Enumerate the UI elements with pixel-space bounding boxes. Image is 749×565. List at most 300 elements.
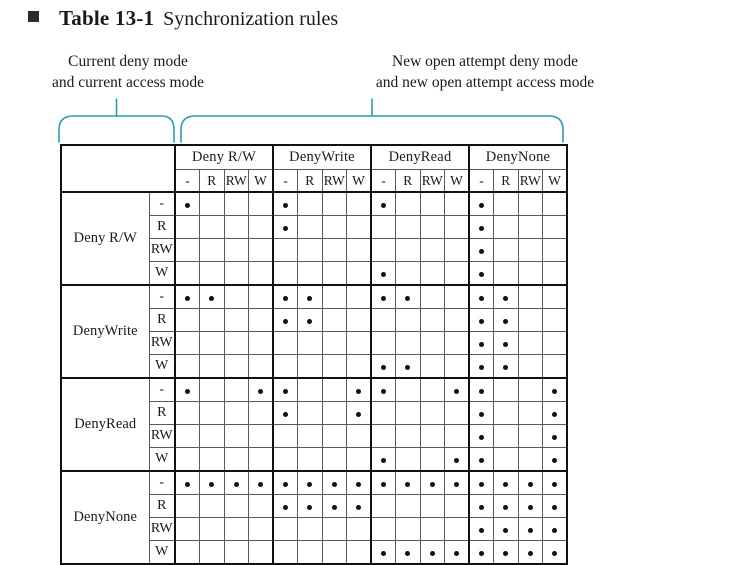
empty-cell <box>543 239 568 262</box>
allowed-dot-cell <box>494 495 519 518</box>
no-dot <box>185 249 190 254</box>
no-dot <box>209 458 214 463</box>
row-block-label-1: DenyWrite <box>61 285 149 378</box>
allowed-dot-cell <box>273 216 298 239</box>
row-access-mode-0-3: W <box>149 262 175 286</box>
no-dot <box>503 458 508 463</box>
allowed-dot-icon <box>479 296 484 301</box>
empty-cell <box>543 285 568 309</box>
empty-cell <box>371 216 396 239</box>
empty-cell <box>298 541 323 565</box>
allowed-dot-cell <box>298 285 323 309</box>
no-dot <box>405 249 410 254</box>
allowed-dot-icon <box>405 365 410 370</box>
allowed-dot-cell <box>249 471 274 495</box>
allowed-dot-icon <box>479 365 484 370</box>
no-dot <box>356 203 361 208</box>
allowed-dot-icon <box>479 458 484 463</box>
allowed-dot-cell <box>396 471 421 495</box>
empty-cell <box>200 495 225 518</box>
no-dot <box>332 319 337 324</box>
empty-cell <box>518 216 543 239</box>
allowed-dot-icon <box>479 319 484 324</box>
empty-cell <box>200 332 225 355</box>
allowed-dot-cell <box>469 239 494 262</box>
no-dot <box>454 296 459 301</box>
empty-cell <box>518 355 543 379</box>
allowed-dot-icon <box>356 482 361 487</box>
row-block-label-0: Deny R/W <box>61 192 149 285</box>
empty-cell <box>175 541 200 565</box>
allowed-dot-cell <box>469 518 494 541</box>
empty-cell <box>224 355 249 379</box>
allowed-dot-cell <box>273 402 298 425</box>
no-dot <box>528 435 533 440</box>
table-row <box>61 285 567 309</box>
empty-cell <box>224 448 249 472</box>
row-access-mode-1-3: W <box>149 355 175 379</box>
row-access-mode-3-2: RW <box>149 518 175 541</box>
empty-cell <box>175 355 200 379</box>
empty-cell <box>224 518 249 541</box>
allowed-dot-icon <box>479 226 484 231</box>
subcolumn-header-1-3: W <box>347 170 372 193</box>
no-dot <box>405 272 410 277</box>
no-dot <box>209 203 214 208</box>
empty-cell <box>175 402 200 425</box>
no-dot <box>356 226 361 231</box>
empty-cell <box>445 309 470 332</box>
allowed-dot-cell <box>420 541 445 565</box>
allowed-dot-icon <box>503 551 508 556</box>
allowed-dot-icon <box>552 435 557 440</box>
table-corner-cell <box>61 145 175 192</box>
empty-cell <box>200 402 225 425</box>
no-dot <box>185 505 190 510</box>
empty-cell <box>347 541 372 565</box>
empty-cell <box>420 402 445 425</box>
no-dot <box>405 528 410 533</box>
empty-cell <box>200 378 225 402</box>
allowed-dot-cell <box>469 448 494 472</box>
empty-cell <box>249 285 274 309</box>
allowed-dot-cell <box>322 495 347 518</box>
no-dot <box>234 272 239 277</box>
empty-cell <box>224 425 249 448</box>
subcolumn-header-2-0: - <box>371 170 396 193</box>
no-dot <box>528 458 533 463</box>
empty-cell <box>273 332 298 355</box>
allowed-dot-cell <box>273 192 298 216</box>
empty-cell <box>494 239 519 262</box>
no-dot <box>381 528 386 533</box>
no-dot <box>209 365 214 370</box>
empty-cell <box>371 332 396 355</box>
no-dot <box>307 435 312 440</box>
empty-cell <box>224 285 249 309</box>
no-dot <box>405 505 410 510</box>
allowed-dot-icon <box>479 528 484 533</box>
empty-cell <box>371 425 396 448</box>
no-dot <box>454 528 459 533</box>
row-access-mode-2-2: RW <box>149 425 175 448</box>
synchronization-rules-table <box>60 144 568 565</box>
no-dot <box>381 226 386 231</box>
allowed-dot-icon <box>283 482 288 487</box>
allowed-dot-cell <box>469 355 494 379</box>
empty-cell <box>322 448 347 472</box>
allowed-dot-icon <box>332 505 337 510</box>
header-row-groups <box>61 145 567 170</box>
allowed-dot-cell <box>518 518 543 541</box>
allowed-dot-cell <box>175 471 200 495</box>
empty-cell <box>347 518 372 541</box>
allowed-dot-cell <box>347 378 372 402</box>
empty-cell <box>298 448 323 472</box>
row-access-mode-3-1: R <box>149 495 175 518</box>
allowed-dot-icon <box>185 296 190 301</box>
empty-cell <box>494 262 519 286</box>
empty-cell <box>249 355 274 379</box>
no-dot <box>405 226 410 231</box>
no-dot <box>552 319 557 324</box>
allowed-dot-icon <box>405 296 410 301</box>
no-dot <box>307 389 312 394</box>
row-block-label-2: DenyRead <box>61 378 149 471</box>
no-dot <box>552 249 557 254</box>
no-dot <box>454 435 459 440</box>
subcolumn-header-3-1: R <box>494 170 519 193</box>
empty-cell <box>371 309 396 332</box>
allowed-dot-cell <box>445 448 470 472</box>
empty-cell <box>543 216 568 239</box>
no-dot <box>356 365 361 370</box>
no-dot <box>430 505 435 510</box>
allowed-dot-icon <box>479 505 484 510</box>
empty-cell <box>249 541 274 565</box>
empty-cell <box>175 448 200 472</box>
allowed-dot-cell <box>371 192 396 216</box>
allowed-dot-icon <box>356 505 361 510</box>
allowed-dot-cell <box>518 495 543 518</box>
no-dot <box>258 342 263 347</box>
no-dot <box>454 203 459 208</box>
allowed-dot-icon <box>552 482 557 487</box>
no-dot <box>356 272 361 277</box>
allowed-dot-icon <box>381 203 386 208</box>
no-dot <box>234 551 239 556</box>
no-dot <box>503 249 508 254</box>
no-dot <box>503 389 508 394</box>
allowed-dot-cell <box>469 495 494 518</box>
no-dot <box>283 249 288 254</box>
no-dot <box>307 342 312 347</box>
empty-cell <box>249 518 274 541</box>
allowed-dot-cell <box>469 309 494 332</box>
no-dot <box>209 342 214 347</box>
allowed-dot-icon <box>479 249 484 254</box>
empty-cell <box>396 309 421 332</box>
no-dot <box>234 365 239 370</box>
row-block-label-3: DenyNone <box>61 471 149 564</box>
empty-cell <box>347 309 372 332</box>
row-access-mode-2-1: R <box>149 402 175 425</box>
allowed-dot-cell <box>469 378 494 402</box>
empty-cell <box>543 332 568 355</box>
allowed-dot-icon <box>479 482 484 487</box>
no-dot <box>552 296 557 301</box>
empty-cell <box>518 262 543 286</box>
no-dot <box>503 435 508 440</box>
no-dot <box>528 365 533 370</box>
allowed-dot-icon <box>552 505 557 510</box>
empty-cell <box>200 355 225 379</box>
no-dot <box>356 458 361 463</box>
empty-cell <box>445 355 470 379</box>
no-dot <box>332 435 337 440</box>
empty-cell <box>543 309 568 332</box>
empty-cell <box>249 192 274 216</box>
no-dot <box>185 342 190 347</box>
empty-cell <box>371 518 396 541</box>
empty-cell <box>273 448 298 472</box>
allowed-dot-icon <box>381 296 386 301</box>
allowed-dot-cell <box>298 471 323 495</box>
allowed-dot-cell <box>273 471 298 495</box>
row-access-mode-0-0: - <box>149 192 175 216</box>
figure-title <box>28 6 338 31</box>
empty-cell <box>298 239 323 262</box>
empty-cell <box>494 402 519 425</box>
allowed-dot-icon <box>479 272 484 277</box>
no-dot <box>234 412 239 417</box>
no-dot <box>209 226 214 231</box>
no-dot <box>405 319 410 324</box>
allowed-dot-cell <box>469 216 494 239</box>
row-access-mode-0-2: RW <box>149 239 175 262</box>
no-dot <box>307 365 312 370</box>
empty-cell <box>224 192 249 216</box>
no-dot <box>552 226 557 231</box>
no-dot <box>209 528 214 533</box>
empty-cell <box>298 355 323 379</box>
empty-cell <box>249 448 274 472</box>
empty-cell <box>249 402 274 425</box>
no-dot <box>258 272 263 277</box>
allowed-dot-cell <box>371 541 396 565</box>
allowed-dot-icon <box>552 412 557 417</box>
row-access-mode-3-0: - <box>149 471 175 495</box>
no-dot <box>528 272 533 277</box>
empty-cell <box>396 425 421 448</box>
empty-cell <box>396 402 421 425</box>
allowed-dot-icon <box>381 389 386 394</box>
no-dot <box>430 203 435 208</box>
annotation-right-line2: and new open attempt access mode <box>375 73 595 91</box>
empty-cell <box>396 262 421 286</box>
allowed-dot-cell <box>543 471 568 495</box>
no-dot <box>405 435 410 440</box>
no-dot <box>503 412 508 417</box>
empty-cell <box>420 332 445 355</box>
allowed-dot-cell <box>347 402 372 425</box>
empty-cell <box>224 239 249 262</box>
no-dot <box>332 365 337 370</box>
allowed-dot-cell <box>445 541 470 565</box>
no-dot <box>258 435 263 440</box>
no-dot <box>332 389 337 394</box>
no-dot <box>258 319 263 324</box>
no-dot <box>552 203 557 208</box>
allowed-dot-icon <box>479 342 484 347</box>
no-dot <box>307 412 312 417</box>
allowed-dot-icon <box>283 226 288 231</box>
empty-cell <box>322 402 347 425</box>
no-dot <box>430 249 435 254</box>
allowed-dot-icon <box>503 505 508 510</box>
no-dot <box>234 296 239 301</box>
no-dot <box>430 296 435 301</box>
empty-cell <box>347 448 372 472</box>
empty-cell <box>396 378 421 402</box>
no-dot <box>381 435 386 440</box>
empty-cell <box>396 495 421 518</box>
no-dot <box>283 272 288 277</box>
brace-right-icon <box>181 116 563 142</box>
no-dot <box>381 249 386 254</box>
column-group-header-denynone: DenyNone <box>469 145 567 170</box>
allowed-dot-icon <box>552 389 557 394</box>
empty-cell <box>445 495 470 518</box>
no-dot <box>209 249 214 254</box>
row-access-mode-0-1: R <box>149 216 175 239</box>
no-dot <box>234 505 239 510</box>
no-dot <box>258 412 263 417</box>
allowed-dot-cell <box>469 285 494 309</box>
empty-cell <box>518 425 543 448</box>
empty-cell <box>445 402 470 425</box>
allowed-dot-cell <box>494 355 519 379</box>
empty-cell <box>420 285 445 309</box>
empty-cell <box>371 402 396 425</box>
allowed-dot-icon <box>479 389 484 394</box>
table-header <box>61 145 567 192</box>
allowed-dot-icon <box>479 435 484 440</box>
annotation-left-line1: Current deny mode <box>68 53 188 70</box>
allowed-dot-icon <box>503 319 508 324</box>
empty-cell <box>200 192 225 216</box>
allowed-dot-icon <box>185 482 190 487</box>
empty-cell <box>322 378 347 402</box>
table-row <box>61 192 567 216</box>
annotation-right-line1: New open attempt deny mode <box>392 53 578 70</box>
empty-cell <box>322 239 347 262</box>
no-dot <box>185 435 190 440</box>
no-dot <box>528 319 533 324</box>
allowed-dot-icon <box>430 482 435 487</box>
row-access-mode-3-3: W <box>149 541 175 565</box>
brace-left-icon <box>59 116 174 142</box>
empty-cell <box>175 309 200 332</box>
no-dot <box>209 412 214 417</box>
allowed-dot-icon <box>503 296 508 301</box>
empty-cell <box>420 216 445 239</box>
allowed-dot-cell <box>494 285 519 309</box>
allowed-dot-cell <box>469 402 494 425</box>
no-dot <box>552 342 557 347</box>
allowed-dot-cell <box>494 518 519 541</box>
allowed-dot-cell <box>396 355 421 379</box>
allowed-dot-cell <box>543 541 568 565</box>
empty-cell <box>420 425 445 448</box>
empty-cell <box>249 239 274 262</box>
empty-cell <box>518 239 543 262</box>
no-dot <box>552 272 557 277</box>
allowed-dot-icon <box>258 389 263 394</box>
empty-cell <box>273 541 298 565</box>
no-dot <box>234 458 239 463</box>
allowed-dot-cell <box>469 541 494 565</box>
no-dot <box>503 272 508 277</box>
row-access-mode-1-0: - <box>149 285 175 309</box>
no-dot <box>430 528 435 533</box>
allowed-dot-cell <box>347 471 372 495</box>
annotation-right <box>250 52 720 93</box>
no-dot <box>430 342 435 347</box>
allowed-dot-icon <box>528 505 533 510</box>
allowed-dot-cell <box>298 309 323 332</box>
empty-cell <box>396 518 421 541</box>
allowed-dot-cell <box>347 495 372 518</box>
allowed-dot-cell <box>273 285 298 309</box>
empty-cell <box>494 425 519 448</box>
subcolumn-header-1-0: - <box>273 170 298 193</box>
no-dot <box>528 249 533 254</box>
row-access-mode-1-2: RW <box>149 332 175 355</box>
no-dot <box>234 319 239 324</box>
empty-cell <box>175 518 200 541</box>
empty-cell <box>347 285 372 309</box>
empty-cell <box>322 285 347 309</box>
no-dot <box>503 226 508 231</box>
no-dot <box>307 458 312 463</box>
empty-cell <box>322 518 347 541</box>
empty-cell <box>298 425 323 448</box>
empty-cell <box>494 216 519 239</box>
empty-cell <box>322 262 347 286</box>
empty-cell <box>298 402 323 425</box>
allowed-dot-cell <box>518 541 543 565</box>
empty-cell <box>273 355 298 379</box>
no-dot <box>528 203 533 208</box>
allowed-dot-cell <box>469 471 494 495</box>
empty-cell <box>518 285 543 309</box>
no-dot <box>258 551 263 556</box>
empty-cell <box>347 262 372 286</box>
no-dot <box>454 319 459 324</box>
empty-cell <box>371 495 396 518</box>
allowed-dot-cell <box>494 332 519 355</box>
no-dot <box>258 203 263 208</box>
no-dot <box>405 458 410 463</box>
empty-cell <box>175 332 200 355</box>
allowed-dot-icon <box>283 412 288 417</box>
subcolumn-header-1-2: RW <box>322 170 347 193</box>
empty-cell <box>224 262 249 286</box>
allowed-dot-icon <box>479 203 484 208</box>
no-dot <box>528 226 533 231</box>
no-dot <box>356 296 361 301</box>
